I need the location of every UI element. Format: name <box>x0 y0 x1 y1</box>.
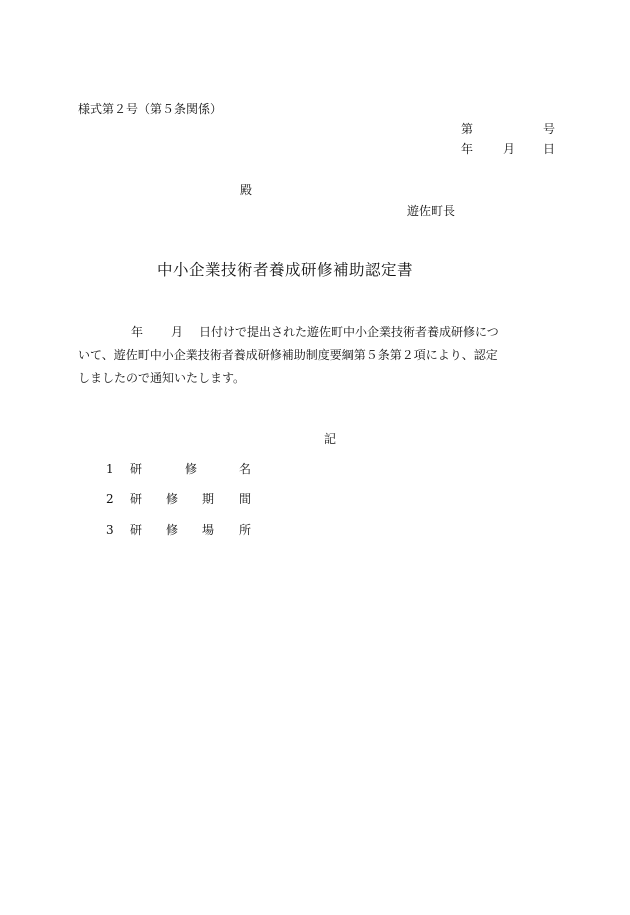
body-paragraph <box>78 321 558 390</box>
item-number: 2 <box>106 492 114 506</box>
item-number: 1 <box>106 462 114 476</box>
item-char: 研 <box>130 523 143 537</box>
item-char: 修 <box>185 462 198 476</box>
document-title: 中小企業技術者養成研修補助認定書 <box>157 261 414 279</box>
body-year: 年 <box>131 325 144 339</box>
body-line-2: いて、遊佐町中小企業技術者養成研修補助制度要綱第５条第２項により、認定 <box>78 348 498 362</box>
body-month: 月 <box>171 325 184 339</box>
item-char: 所 <box>239 523 252 537</box>
addressee-suffix: 殿 <box>240 183 253 197</box>
item-char: 場 <box>202 523 215 537</box>
item-char: 名 <box>239 462 252 476</box>
date-year: 年 <box>461 142 474 156</box>
doc-number-suffix: 号 <box>543 122 556 136</box>
item-char: 研 <box>130 462 143 476</box>
item-char: 期 <box>202 492 215 506</box>
body-line-3: しましたので通知いたします。 <box>78 371 246 385</box>
doc-number-prefix: 第 <box>461 122 474 136</box>
item-char: 修 <box>166 492 179 506</box>
date-day: 日 <box>543 142 556 156</box>
issuer-name: 遊佐町長 <box>407 204 456 218</box>
item-char: 間 <box>239 492 252 506</box>
item-char: 修 <box>166 523 179 537</box>
body-line-1 <box>78 321 558 344</box>
date-month: 月 <box>503 142 516 156</box>
ki-heading: 記 <box>324 432 337 446</box>
body-line-1-text: 日付けで提出された遊佐町中小企業技術者養成研修につ <box>199 325 499 339</box>
item-char: 研 <box>130 492 143 506</box>
form-number: 様式第２号（第５条関係） <box>78 102 223 116</box>
item-number: 3 <box>106 523 114 537</box>
